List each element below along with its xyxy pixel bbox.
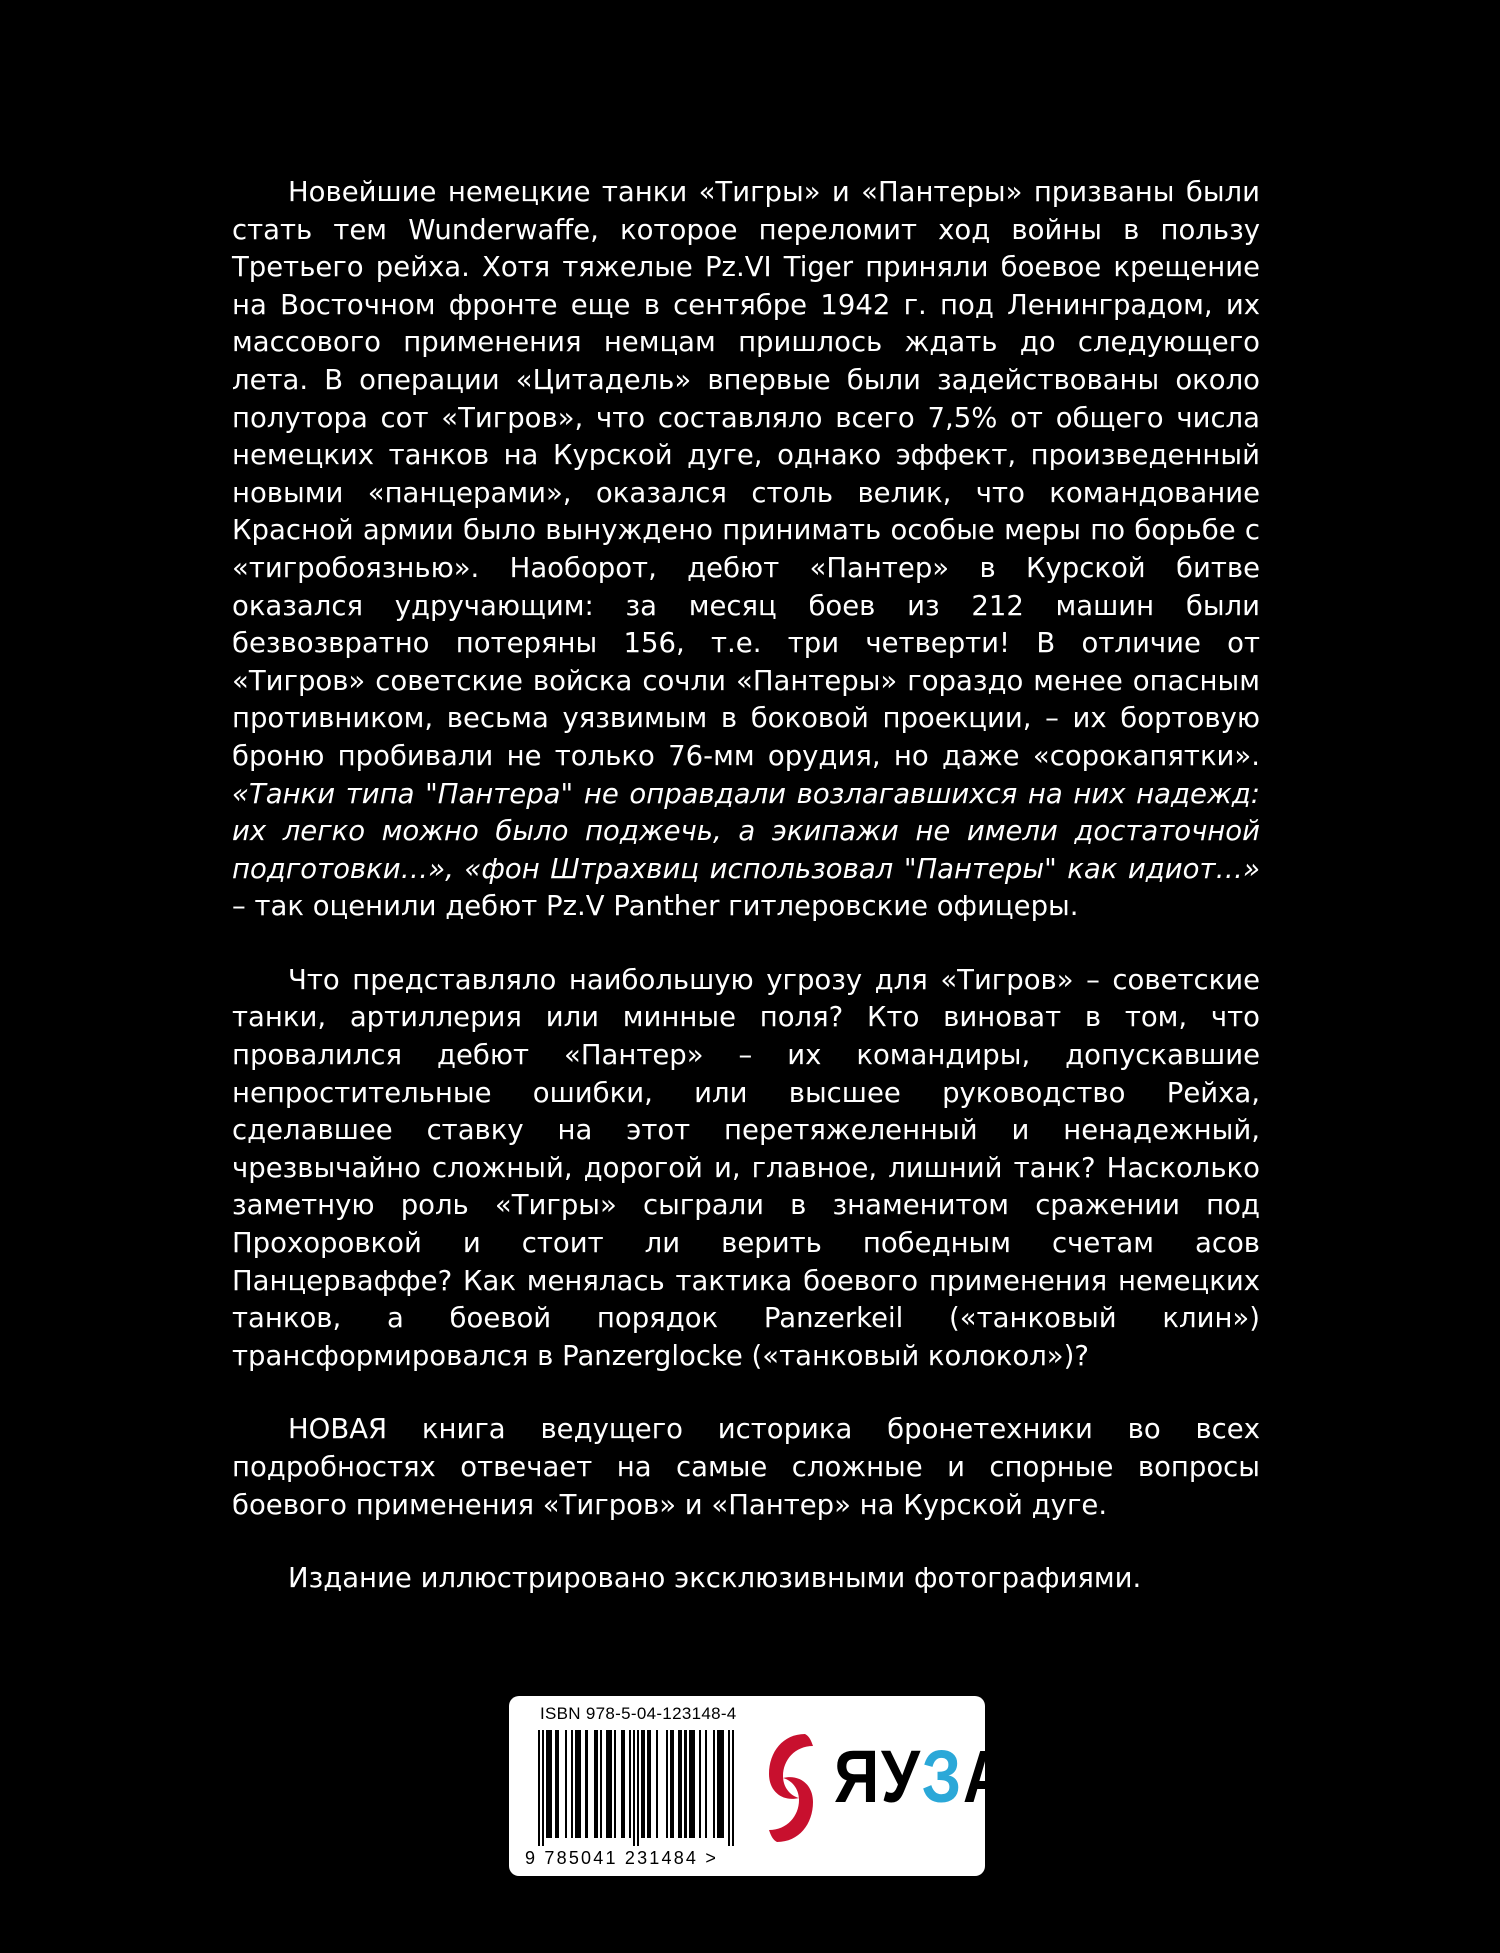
barcode-bar xyxy=(594,1730,598,1838)
barcode-bar xyxy=(641,1730,645,1838)
barcode-bar xyxy=(600,1730,602,1838)
barcode-digits: 9 785041 231484 > xyxy=(525,1848,719,1868)
paragraph-3 xyxy=(232,1411,1260,1524)
barcode-bar xyxy=(565,1730,567,1838)
barcode-bar xyxy=(621,1730,625,1838)
barcode-bar xyxy=(606,1730,612,1838)
isbn-label: ISBN 978-5-04-123148-4 xyxy=(540,1704,737,1723)
barcode-bar xyxy=(538,1730,540,1846)
barcode-bar xyxy=(637,1730,639,1846)
barcode-bar xyxy=(670,1730,674,1838)
barcode-bar xyxy=(732,1730,734,1846)
paragraph-2 xyxy=(232,962,1260,1376)
barcode-bar xyxy=(542,1730,544,1846)
paragraph-1 xyxy=(232,174,1260,926)
barcode-bar xyxy=(713,1730,715,1838)
barcode-bar xyxy=(546,1730,552,1838)
logo-text-highlight: З xyxy=(921,1735,963,1818)
barcode-bar xyxy=(629,1730,631,1838)
paragraph-1-quote: «Танки типа "Пантера" не оправдали возлагавшихся на них надежд: их легко можно было поджечь, а экипажи не имели достаточной подготовки…», «фон Штрахвиц использовал "Пантеры" как идиот…» xyxy=(232,777,1260,885)
paragraph-1-text: Новейшие немецкие танки «Тигры» и «Пантеры» призваны были стать тем Wunderwaffe, которое переломит ход войны в пользу Третьего рейха. Хотя тяжелые Pz.VI Tiger приняли боевое крещение на Восточном фронте еще в сентябре 1942 г. под Ленинградом, их массового применения немцам пришлось ждать до следующего лета. В операции «Цитадель» впервые были задействованы около полутора сот «Тигров», что составляло всего 7,5% от общего числа немецких танков на Курской дуге, однако эффект, произведенный новыми «панцерами», оказался столь велик, что командование Красной армии было вынуждено принимать особые меры по борьбе с «тигробоязнью». Наоборот, дебют «Пантер» в Курской битве оказался удручающим: за месяц боев из 212 машин были безвозвратно потеряны 156, т.е. три четверти! В отличие от «Тигров» советские войска сочли «Пантеры» гораздо менее опасным противником, весьма уязвимым в боковой проекции, – их бортовую броню пробивали не только 76-мм орудия, но даже «сорокапятки». xyxy=(232,176,1260,772)
barcode-bar xyxy=(656,1730,658,1838)
barcode-bar xyxy=(705,1730,707,1838)
paragraph-3-text: НОВАЯ книга ведущего историка бронетехники во всех подробностях отвечает на самые сложные и спорные вопросы боевого применения «Тигров» и «Пантер» на Курской дуге. xyxy=(232,1413,1260,1521)
barcode-bar xyxy=(689,1730,695,1838)
paragraph-4 xyxy=(232,1560,1260,1598)
barcode-bar xyxy=(585,1730,587,1838)
annotation-text xyxy=(232,174,1260,1598)
paragraph-2-text: Что представляло наибольшую угрозу для «Тигров» – советские танки, артиллерия или минные поля? Кто виноват в том, что провалился дебют «Пантер» – их командиры, допускавшие непростительные ошибки, или высшее руководство Рейха, сделавшее ставку на этот перетяжеленный и ненадежный, чрезвычайно сложный, дорогой и, главное, лишний танк? Насколько заметную роль «Тигры» сыграли в знаменитом сражении под Прохоровкой и стоит ли верить победным счетам асов Панцерваффе? Как менялась тактика боевого применения немецких танков, а боевой порядок Panzerkeil («танковый клин») трансформировался в Panzerglocke («танковый колокол»)? xyxy=(232,963,1260,1372)
publisher-logo-icon xyxy=(761,1724,821,1852)
publisher-logo-text xyxy=(834,1735,1010,1818)
barcode-bar xyxy=(684,1730,686,1838)
logo-text-prefix: ЯУ xyxy=(834,1735,922,1818)
barcode-bar xyxy=(614,1730,616,1838)
barcode-bar xyxy=(699,1730,701,1838)
paragraph-4-text: Издание иллюстрировано эксклюзивными фотографиями. xyxy=(288,1562,1142,1595)
barcode-bar xyxy=(555,1730,559,1838)
barcode-bar xyxy=(678,1730,682,1838)
barcode-bar xyxy=(728,1730,730,1846)
barcode-bar xyxy=(717,1730,723,1838)
barcode-bar xyxy=(666,1730,668,1838)
barcode-bar xyxy=(633,1730,635,1846)
barcode xyxy=(538,1730,734,1848)
barcode-bar xyxy=(571,1730,573,1838)
logo-text-suffix: А xyxy=(962,1735,1010,1818)
isbn-publisher-panel xyxy=(509,1696,1010,1876)
barcode-bar xyxy=(575,1730,581,1838)
paragraph-1-tail: – так оценили дебют Pz.V Panther гитлеровские офицеры. xyxy=(232,890,1079,923)
barcode-bar xyxy=(647,1730,651,1838)
